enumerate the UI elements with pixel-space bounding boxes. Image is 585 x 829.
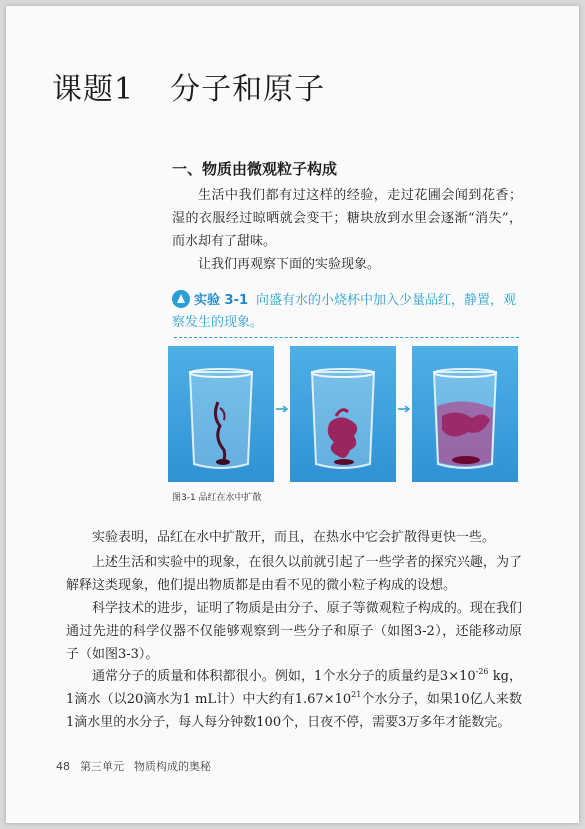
beaker-photo-1 [168, 346, 274, 482]
figure-caption: 图3-1 品红在水中扩散 [172, 493, 262, 503]
body-paragraph-4-part-b: kg，1滴水（以20滴水为1 mL计）中大约有1.67×10 [66, 669, 522, 707]
intro-paragraph-2: 让我们再观察下面的实验现象。 [198, 257, 381, 272]
body-paragraph-1: 实验表明，品红在水中扩散开，而且，在热水中它会扩散得更快一些。 [92, 530, 496, 545]
experiment-divider [174, 337, 519, 338]
textbook-page [6, 6, 579, 823]
lesson-title-text: 分子和原子 [170, 72, 326, 107]
lesson-number: 课题1 [52, 72, 135, 107]
page-number: 48 [56, 760, 70, 773]
beaker-photo-2 [290, 346, 396, 482]
page-footer [56, 758, 211, 774]
beaker-photo-3 [412, 346, 518, 482]
body-paragraph-4-part-a: 通常分子的质量和体积都很小。例如，1个水分子的质量约是3×10 [92, 669, 476, 684]
arrow-icon [276, 406, 288, 412]
body-paragraph-3: 科学技术的进步，证明了物质是由分子、原子等微观粒子构成的。现在我们通过先进的科学仪器不仅能够观察到一些分子和原子（如图3-2），还能移动原子（如图3-3）。 [66, 601, 522, 662]
experiment-box [172, 290, 522, 334]
body-paragraph-4 [66, 665, 522, 734]
lesson-title [52, 64, 325, 108]
exponent-1: -26 [475, 667, 489, 676]
body-paragraph-4-part-c: 个水分子，如果10亿人来数1滴水里的水分子，每人每分钟数100个，日夜不停，需要3万多年才能数完。 [66, 692, 523, 730]
exponent-2: 21 [351, 690, 362, 699]
experiment-label: 实验 3-1 [194, 293, 249, 308]
arrow-icon [398, 406, 410, 412]
footer-unit: 第三单元 [80, 760, 124, 773]
section-heading: 一、物质由微观粒子构成 [172, 160, 338, 178]
footer-unit-title: 物质构成的奥秘 [134, 760, 211, 773]
body-paragraph-2: 上述生活和实验中的现象，在很久以前就引起了一些学者的探究兴趣，为了解释这类现象，他们提出物质都是由看不见的微小粒子构成的设想。 [66, 555, 522, 593]
experiment-text: 向盛有水的小烧杯中加入少量品红，静置，观察发生的现象。 [172, 293, 517, 330]
figure-3-1 [168, 346, 518, 484]
flask-icon [172, 290, 190, 308]
intro-paragraph-1: 生活中我们都有过这样的经验，走过花圃会闻到花香；湿的衣服经过晾晒就会变干；糖块放到水里会逐渐“消失”，而水却有了甜味。 [172, 188, 522, 249]
